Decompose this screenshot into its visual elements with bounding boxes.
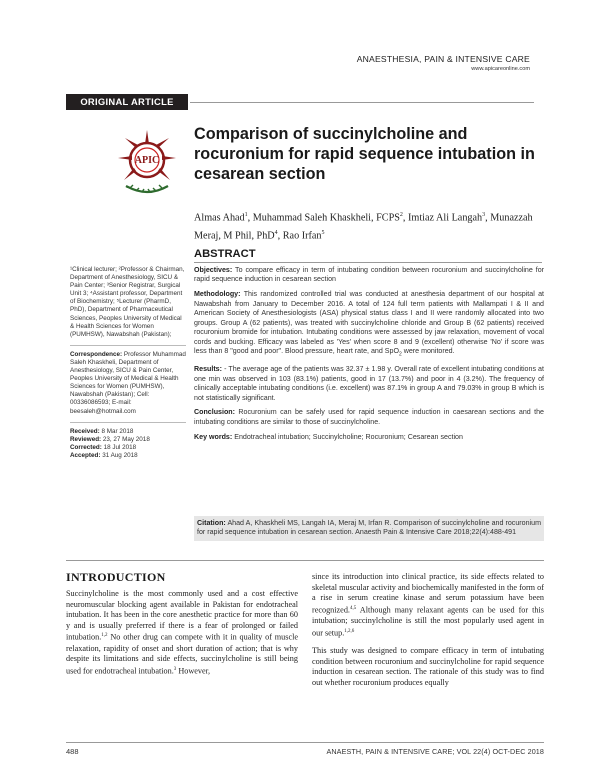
page-number: 488 (66, 747, 79, 756)
author: Muhammad Saleh Khaskheli, FCPS (252, 212, 400, 224)
author: Munazzah Meraj, M Phil, PhD (194, 212, 533, 242)
correspondence (70, 351, 186, 416)
citation-label: Citation: (197, 519, 226, 527)
citation-text: Ahad A, Khaskheli MS, Langah IA, Meraj M, Irfan R. Comparison of succinylcholine and rocuronium for rapid sequence intubation in cesarean section. Anaesth Pain & Intensive Care 2018;22(4):488-491 (197, 519, 541, 537)
body-column-left: Succinylcholine is the most commonly used and a cost effective neuromuscular blocking agent available in Pakistan for endotracheal intubation. It has been in the core anesthetic practice for more than 60 y and is usually preferred if there is a fear of prolonged or failed intubation.$^{1,2}$ No other drug can compete with it in quality of muscle relaxation, rapidity of onset and short duration of action; that is why despite its limitations and side effects, succinylcholine is still being used for endotracheal intubation.$^3$ However, (66, 589, 298, 676)
abstract-objectives: Objectives: To compare efficacy in term of intubating condition between rocuronium and succinylcholine for rapid sequence induction in cesarean section (194, 266, 544, 284)
footer-journal-issue: ANAESTH, PAIN & INTENSIVE CARE; VOL 22(4) OCT-DEC 2018 (326, 747, 544, 756)
abstract-methodology: Methodology: This randomized controlled trial was conducted at anesthesia department of our hospital at Nawabshah from January to December 2016. A total of 124 full term patients with Mallampati I & II and American Society of Anesthesiologists (ASA) physical status class I and II were randomly allocated into two groups. Group A (62 patients), was treated with succinylcholine chloride and Group B (62 patients) received rocuronium bromide for intubation. Intubating conditions were assessed by jaw relaxation, movement of vocal cords and bucking. Efficacy was labeled as 'Yes' when score 8 and 9 (excellent) otherwise 'No' if score was less than 8 "good and poor". Blood pressure, heart rate, and SpO$_2$ were monitored. (194, 290, 545, 358)
abstract-heading: ABSTRACT (194, 248, 256, 260)
author: Imtiaz Ali Langah (408, 212, 483, 224)
correspondence-label: Correspondence: (70, 350, 123, 358)
date-received: Received: 8 Mar 2018 (70, 427, 134, 435)
section-rule (66, 560, 544, 561)
abstract-keywords: Key words: Endotracheal intubation; Succinylcholine; Rocuronium; Cesarean section (194, 432, 463, 441)
abstract-body (194, 266, 544, 448)
abstract-conclusion: Conclusion: Rocuronium can be safely used for rapid sequence induction in caesarean sections and the intubating conditions are similar to those of succinylcholine. (194, 408, 544, 426)
author-list: Almas Ahad$^1$, Muhammad Saleh Khaskheli, FCPS$^2$, Imtiaz Ali Langah$^3$, Munazzah Meraj, M Phil, PhD$^4$, Rao Irfan$^5$ (194, 212, 533, 242)
abstract-rule (194, 262, 542, 263)
affiliations: ¹Clinical lecturer; ²Professor & Chairman, Department of Anesthesiology, SICU & Pain Center; ³Senior Registrar, Surgical Unit 3; ⁴Assistant professor, Department of Biochemistry; ⁵Lecturer (PharmD, PhD), Department of Pharmaceutical Sciences, Peoples University of Medical & Health Sciences for Women (PUMHSW), Nawabshah (Pakistan); (70, 266, 185, 338)
dates (70, 428, 186, 460)
correspondence-text: Professor Muhammad Saleh Khaskheli, Department of Anesthesiology, SICU & Pain Center, Peoples University of Medical & Health Sciences for Women (PUMHSW), Nawabshah (Pakistan); Cell: 00336086593; E-mail: beesaleh@hotmail.com (70, 350, 186, 415)
date-reviewed: Reviewed: 23, 27 May 2018 (70, 435, 150, 443)
body-column-right: since its introduction into clinical practice, its side effects related to skeletal muscular activity and biochemically manifested in the form of a rise in serum creatine kinase and serum potassium have been recognized.$^{4,5}$ Although many relaxant agents can be used for this intubation; succinylcholine is still the most popularly used agent in our setup.$^{1,2,6}$ This study was designed to compare efficacy in term of intubating condition between rocuronium and succinylcholine for rapid sequence induction in cesarean section. The rationale of this study was to find out whether rocuronium produces equally (312, 572, 544, 687)
abstract-results: Results: - The average age of the patients was 32.37 ± 1.98 y. Overall rate of excellent intubating conditions at one min was observed in 103 (83.1%) patients, good in 17 (13.7%) and poor in 4 (3.2%). The frequency of clinically acceptable intubating conditions (i.e. excellent) was 87.1% in group A and 79.03% in group B which is not statistically significant. (194, 365, 544, 402)
footer-rule (66, 742, 544, 743)
article-type-badge: ORIGINAL ARTICLE (66, 94, 188, 110)
journal-url[interactable]: www.apicareonline.com (471, 66, 530, 72)
journal-name: ANAESTHESIA, PAIN & INTENSIVE CARE (356, 54, 530, 64)
introduction-heading: INTRODUCTION (66, 570, 166, 584)
author: Rao Irfan (282, 230, 322, 242)
date-corrected: Corrected: 18 Jul 2018 (70, 443, 137, 451)
article-title: Comparison of succinylcholine and rocuronium for rapid sequence intubation in cesarean section (194, 125, 535, 183)
citation-box (194, 516, 544, 541)
header-rule (190, 102, 534, 103)
author: Almas Ahad (194, 212, 245, 224)
logo-text: APIC (134, 155, 160, 166)
apic-logo (112, 126, 182, 198)
date-accepted: Accepted: 31 Aug 2018 (70, 451, 138, 459)
affiliations-sidebar (70, 266, 186, 460)
